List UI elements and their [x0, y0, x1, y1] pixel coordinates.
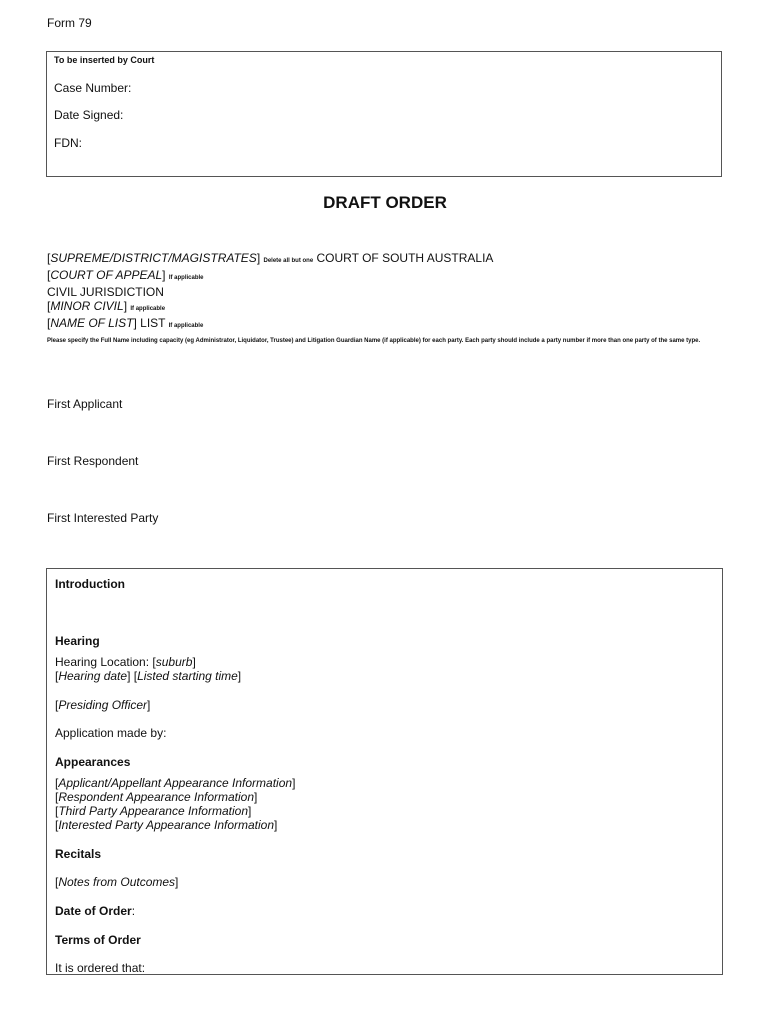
party-instructions: Please specify the Full Name including capacity (eg Administrator, Liquidator, Trustee) and Litigation Guardian Name (if applicable) for each party. Each party should include a party number if more than one party of the same type.: [47, 338, 701, 344]
presiding-officer-line: [Presiding Officer]: [55, 698, 151, 712]
order-details-box: [46, 568, 723, 975]
jurisdiction-block: [47, 251, 493, 333]
court-of-appeal: COURT OF APPEAL: [50, 268, 163, 282]
date-of-order-heading: Date of Order: [55, 904, 132, 918]
list-line: [NAME OF LIST] LIST If applicable: [47, 316, 204, 330]
application-made-by: Application made by:: [55, 726, 167, 740]
minor-civil-note: If applicable: [130, 306, 166, 312]
first-applicant: First Applicant: [47, 397, 123, 411]
first-interested-party: First Interested Party: [47, 511, 159, 525]
appeal-line: [COURT OF APPEAL] If applicable: [47, 268, 204, 282]
hearing-location: Hearing Location: [suburb]: [55, 655, 196, 669]
page-title: DRAFT ORDER: [323, 193, 447, 212]
appearance-interested-field: Interested Party Appearance Information: [58, 818, 275, 832]
notes-from-outcomes-field: Notes from Outcomes: [58, 875, 176, 889]
first-respondent: First Respondent: [47, 454, 139, 468]
fdn-label: FDN:: [54, 136, 82, 150]
court-use-box: [46, 51, 722, 177]
court-box-header: To be inserted by Court: [54, 55, 155, 65]
list-note: If applicable: [168, 323, 204, 329]
suburb-field: suburb: [155, 655, 193, 669]
appearance-applicant: [Applicant/Appellant Appearance Information]: [55, 776, 296, 790]
civil-jurisdiction: CIVIL JURISDICTION: [47, 285, 164, 299]
appearance-third-party: [Third Party Appearance Information]: [55, 804, 252, 818]
hearing-location-label: Hearing Location:: [55, 655, 150, 669]
hearing-date-field: Hearing date: [58, 669, 128, 683]
presiding-officer-field: Presiding Officer: [58, 698, 148, 712]
appeal-note: If applicable: [168, 275, 204, 281]
appearance-applicant-field: Applicant/Appellant Appearance Information: [58, 776, 293, 790]
listed-time-field: Listed starting time: [137, 669, 238, 683]
minor-civil: MINOR CIVIL: [50, 299, 124, 313]
name-of-list: NAME OF LIST: [50, 316, 134, 330]
court-name: COURT OF SOUTH AUSTRALIA: [316, 251, 494, 265]
court-options: SUPREME/DISTRICT/MAGISTRATES: [50, 251, 257, 265]
introduction-heading: Introduction: [55, 577, 125, 591]
case-number-label: Case Number:: [54, 81, 132, 95]
appearance-respondent-field: Respondent Appearance Information: [58, 790, 255, 804]
minor-civil-line: [MINOR CIVIL] If applicable: [47, 299, 166, 313]
hearing-heading: Hearing: [55, 634, 100, 648]
appearance-respondent: [Respondent Appearance Information]: [55, 790, 258, 804]
form-label: Form 79: [47, 16, 92, 30]
hearing-date-time: [Hearing date] [Listed starting time]: [55, 669, 242, 683]
court-options-note: Delete all but one: [263, 258, 314, 264]
date-signed-label: Date Signed:: [54, 108, 124, 122]
notes-from-outcomes-line: [Notes from Outcomes]: [55, 875, 179, 889]
list-suffix: LIST: [140, 316, 166, 330]
appearances-heading: Appearances: [55, 755, 131, 769]
appearance-interested-party: [Interested Party Appearance Information]: [55, 818, 278, 832]
it-is-ordered: It is ordered that:: [55, 961, 146, 975]
date-of-order-line: Date of Order:: [55, 904, 136, 918]
court-line: [SUPREME/DISTRICT/MAGISTRATES] Delete all but one COURT OF SOUTH AUSTRALIA: [47, 251, 494, 265]
terms-of-order-heading: Terms of Order: [55, 933, 141, 947]
recitals-heading: Recitals: [55, 847, 102, 861]
appearance-third-field: Third Party Appearance Information: [58, 804, 248, 818]
